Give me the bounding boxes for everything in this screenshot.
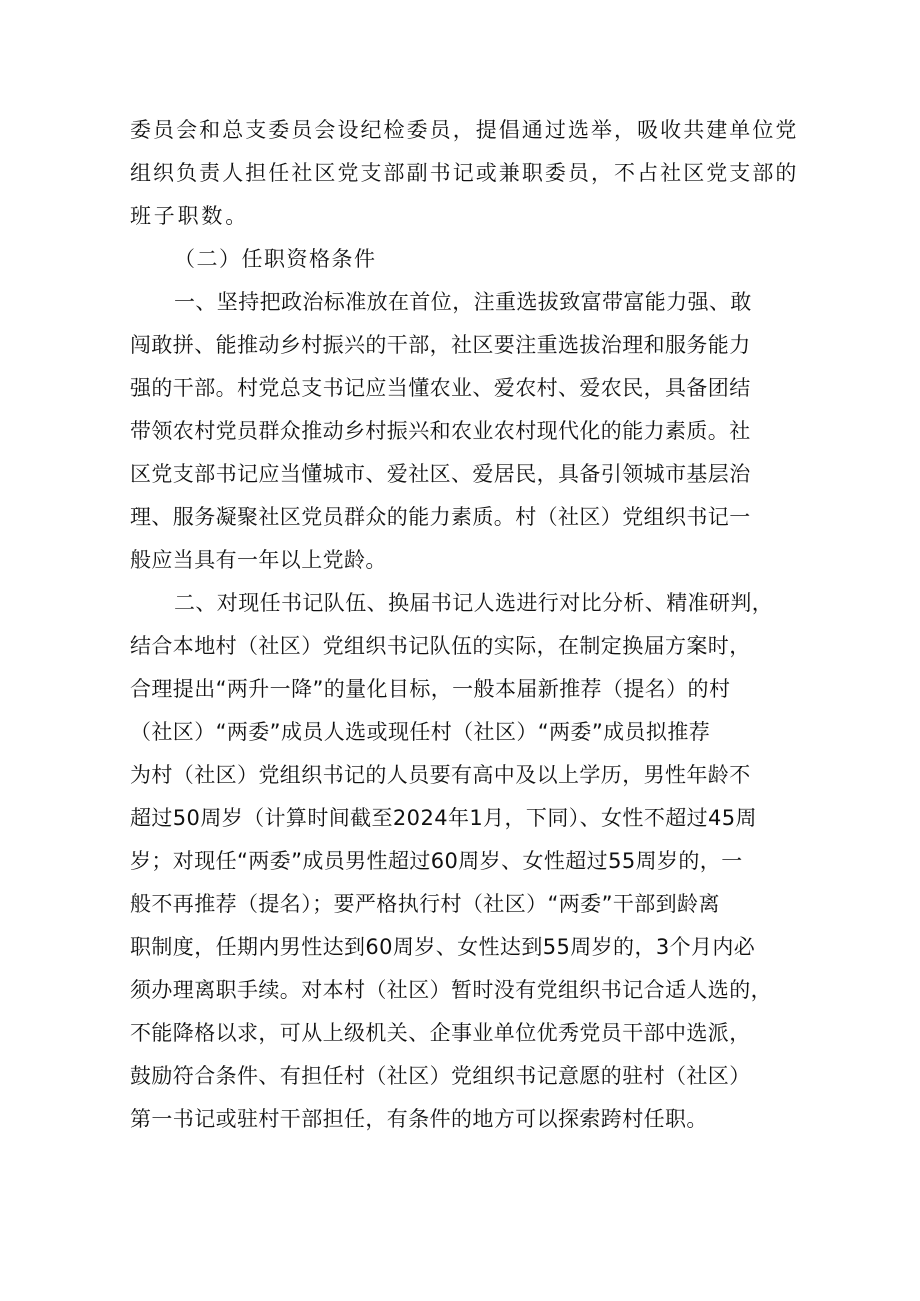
text-line: （社区）“两委”成员人选或现任村（社区）“两委”成员拟推荐 xyxy=(130,720,711,744)
text-line: 为村（社区）党组织书记的人员要有高中及以上学历，男性年龄不 xyxy=(130,763,751,787)
text-line: 职制度，任期内男性达到60周岁、女性达到55周岁的，3个月内必 xyxy=(130,935,756,959)
text-line: 组织负责人担任社区党支部副书记或兼职委员，不占社区党支部的 xyxy=(130,161,799,185)
text-line: 一、坚持把政治标准放在首位，注重选拔致富带富能力强、敢 xyxy=(174,290,752,314)
text-line: 般应当具有一年以上党龄。 xyxy=(130,548,387,572)
section-heading: （二）任职资格条件 xyxy=(174,247,377,271)
text-line: 须办理离职手续。对本村（社区）暂时没有党组织书记合适人选的， xyxy=(130,978,772,1002)
text-line: 岁；对现任“两委”成员男性超过60周岁、女性超过55周岁的，一 xyxy=(130,849,743,873)
text-line: 般不再推荐（提名）；要严格执行村（社区）“两委”干部到龄离 xyxy=(130,892,720,916)
text-line: 二、对现任书记队伍、换届书记人选进行对比分析、精准研判， xyxy=(174,591,774,615)
text-line: 区党支部书记应当懂城市、爱社区、爱居民，具备引领城市基层治 xyxy=(130,462,751,486)
text-line: 鼓励符合条件、有担任村（社区）党组织书记意愿的驻村（社区） xyxy=(130,1064,751,1088)
text-line: 闯敢拼、能推动乡村振兴的干部，社区要注重选拔治理和服务能力 xyxy=(130,333,751,357)
text-line: 第一书记或驻村干部担任，有条件的地方可以探索跨村任职。 xyxy=(130,1107,708,1131)
text-line: 理、服务凝聚社区党员群众的能力素质。村（社区）党组织书记一 xyxy=(130,505,751,529)
text-line: 强的干部。村党总支书记应当懂农业、爱农村、爱农民，具备团结 xyxy=(130,376,751,400)
text-line: 结合本地村（社区）党组织书记队伍的实际，在制定换届方案时， xyxy=(130,634,751,658)
text-line: 带领农村党员群众推动乡村振兴和农业农村现代化的能力素质。社 xyxy=(130,419,751,443)
text-line: 委员会和总支委员会设纪检委员，提倡通过选举，吸收共建单位党 xyxy=(130,118,799,142)
text-line: 超过50周岁（计算时间截至2024年1月，下同）、女性不超过45周 xyxy=(130,806,757,830)
text-line: 班子职数。 xyxy=(130,204,249,228)
text-line: 合理提出“两升一降”的量化目标，一般本届新推荐（提名）的村 xyxy=(130,677,731,701)
text-line: 不能降格以求，可从上级机关、企事业单位优秀党员干部中选派， xyxy=(130,1021,751,1045)
